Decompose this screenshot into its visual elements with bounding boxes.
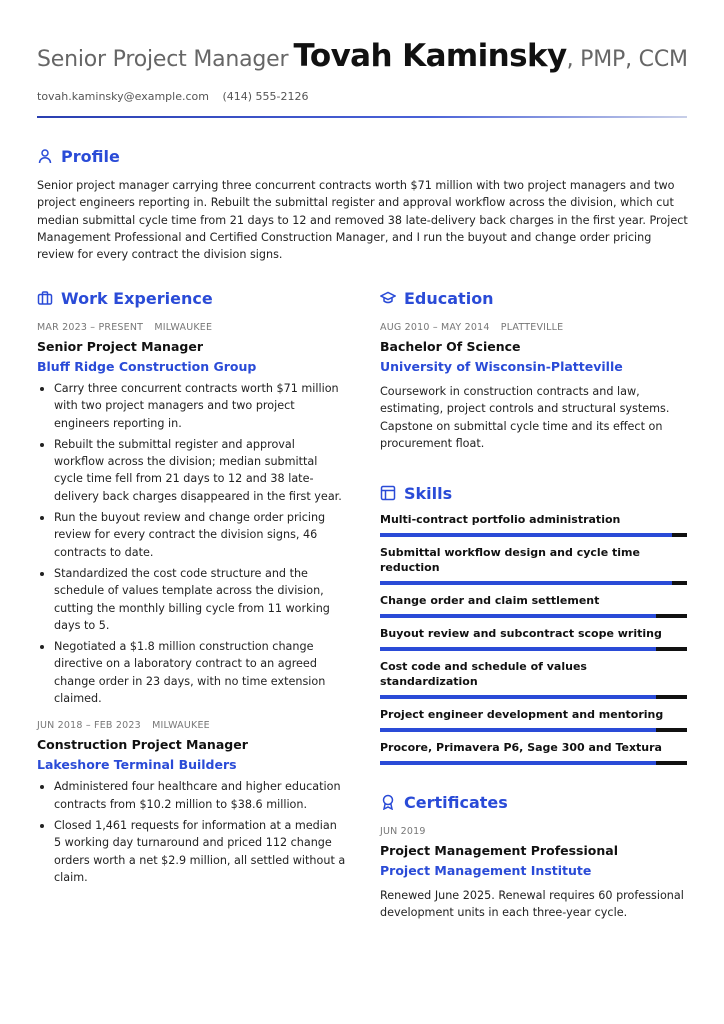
job-dates: MAR 2023 – PRESENT (37, 322, 144, 333)
skill-label: Procore, Primavera P6, Sage 300 and Textura (380, 741, 662, 755)
skill-level-fill (380, 647, 656, 651)
job-location: MILWAUKEE (152, 720, 210, 732)
skill-level-bar (380, 695, 687, 699)
list-item: Standardized the cost code structure and the schedule of values template across the division, cutting the monthly billing cycle from 11 working days to 5. (37, 565, 347, 634)
certificate-date: JUN 2019 (380, 826, 426, 838)
certificate-name: Project Management Professional (380, 843, 618, 859)
list-item: Carry three concurrent contracts worth $71 million with two project managers and two project engineers reporting in. (37, 380, 347, 432)
job-entry (37, 720, 347, 886)
list-item: Administered four healthcare and higher education contracts from $10.2 million to $38.6 million. (37, 778, 347, 813)
right-column (380, 287, 688, 922)
graduation-cap-icon (380, 290, 396, 306)
person-icon (37, 148, 53, 164)
job-title: Senior Project Manager (37, 339, 203, 354)
skill-label: Change order and claim settlement (380, 594, 600, 608)
work-experience-heading (37, 287, 347, 309)
skill-level-fill (380, 761, 656, 765)
education-heading (380, 287, 688, 309)
skills-list (380, 512, 688, 765)
skill-item (380, 707, 688, 732)
job-role: Senior Project Manager (37, 47, 289, 72)
skills-heading (380, 482, 688, 504)
profile-heading (37, 145, 689, 167)
briefcase-icon (37, 290, 53, 306)
education-meta (380, 322, 688, 333)
job-meta (37, 720, 347, 731)
skill-item (380, 593, 688, 618)
certificates-heading (380, 791, 688, 813)
skill-label: Buyout review and subcontract scope writing (380, 627, 662, 641)
skill-level-fill (380, 533, 672, 537)
list-item: Closed 1,461 requests for information at a median 5 working day turnaround and priced 112 change orders worth a net $2.9 million, all settled without a claim. (37, 817, 347, 886)
skill-level-bar (380, 761, 687, 765)
education-location: PLATTEVILLE (500, 322, 564, 333)
job-location: MILWAUKEE (154, 322, 213, 333)
education-title: Education (404, 288, 494, 308)
skill-label: Project engineer development and mentoring (380, 708, 664, 722)
certificate-issuer: Project Management Institute (380, 863, 592, 879)
skill-level-bar (380, 581, 687, 585)
profile-summary: Senior project manager carrying three concurrent contracts worth $71 million with two project managers and two project engineers reporting in. Rebuilt the submittal register and approval workflow across the division, which cut median submittal cycle time from 21 days to 12 and removed 38 late-delivery back charges in the first year. Project Management Professional and Certified Construction Manager, and I run the buyout and change order pricing review for every contract the division signs. (37, 179, 688, 262)
skill-level-bar (380, 647, 687, 651)
list-item: Rebuilt the submittal register and approval workflow across the division; median submittal cycle time fell from 21 days to 12 and 38 late-delivery back charges disappeared in the first year. (37, 436, 347, 505)
layout-icon (380, 485, 396, 501)
profile-section (37, 145, 689, 263)
list-item: Negotiated a $1.8 million construction change directive on a laboratory contract to an agreed change order in 23 days, with no time extension claimed. (37, 638, 347, 707)
skill-level-fill (380, 728, 656, 732)
header-divider (37, 116, 687, 118)
person-name: Tovah Kaminsky (293, 38, 567, 74)
skill-item (380, 545, 688, 585)
skill-label: Cost code and schedule of values standardization (380, 660, 587, 689)
job-bullets (37, 778, 347, 886)
work-experience-section (37, 287, 347, 890)
job-bullets (37, 380, 347, 707)
skill-level-fill (380, 614, 656, 618)
skill-label: Multi-contract portfolio administration (380, 513, 621, 527)
resume-header (37, 36, 687, 103)
skill-label: Submittal workflow design and cycle time reduction (380, 546, 640, 575)
education-section (380, 287, 688, 452)
skill-level-bar (380, 533, 687, 537)
education-dates: AUG 2010 – MAY 2014 (380, 322, 490, 333)
education-description: Coursework in construction contracts and law, estimating, project controls and structural systems. Capstone on submittal cycle time and its effect on procurement float. (380, 385, 670, 450)
skill-level-bar (380, 614, 687, 618)
certificates-section (380, 791, 688, 922)
job-title: Construction Project Manager (37, 737, 248, 753)
skill-level-fill (380, 695, 656, 699)
phone-number: (414) 555-2126 (222, 90, 309, 103)
skill-item (380, 740, 688, 765)
award-icon (380, 794, 396, 810)
job-dates: JUN 2018 – FEB 2023 (37, 720, 141, 732)
skills-title: Skills (404, 483, 453, 503)
company-name: Lakeshore Terminal Builders (37, 757, 237, 773)
degree-name: Bachelor Of Science (380, 339, 521, 354)
skill-item (380, 626, 688, 651)
school-name: University of Wisconsin-Platteville (380, 359, 623, 374)
certificate-description: Renewed June 2025. Renewal requires 60 professional development units in each three-year cycle. (380, 889, 684, 920)
skill-item (380, 659, 688, 699)
email-link[interactable]: tovah.kaminsky@example.com (37, 90, 209, 103)
credentials: , PMP, CCM (566, 47, 688, 72)
certificates-title: Certificates (404, 792, 508, 812)
profile-title: Profile (61, 146, 120, 166)
work-experience-title: Work Experience (61, 288, 213, 308)
skills-section (380, 482, 688, 765)
company-name: Bluff Ridge Construction Group (37, 359, 257, 374)
list-item: Run the buyout review and change order pricing review for every contract the division signs, 46 contracts to date. (37, 509, 347, 561)
job-meta (37, 322, 347, 333)
title-line (37, 36, 687, 81)
skill-item (380, 512, 688, 537)
skill-level-fill (380, 581, 672, 585)
job-entry (37, 322, 347, 707)
skill-level-bar (380, 728, 687, 732)
contact-line (37, 90, 687, 103)
